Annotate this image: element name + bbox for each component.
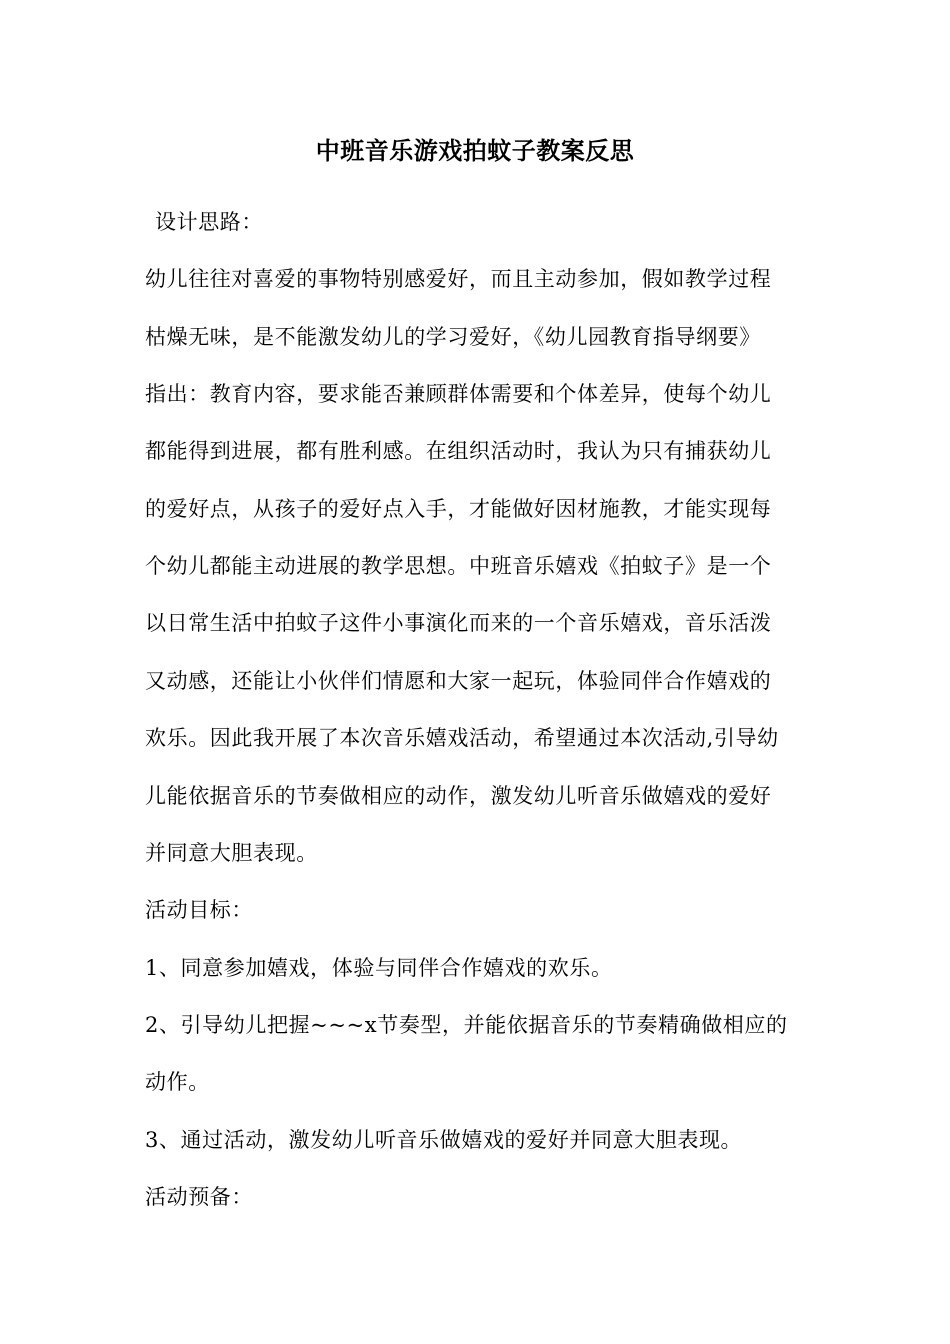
paragraph-line: 幼儿往往对喜爱的事物特别感爱好，而且主动参加，假如教学过程 xyxy=(145,267,772,291)
paragraph-line: 个幼儿都能主动进展的教学思想。中班音乐嬉戏《拍蚊子》是一个 xyxy=(145,554,772,578)
goals-heading: 活动目标： xyxy=(145,898,253,922)
paragraph-line: 儿能依据音乐的节奏做相应的动作，激发幼儿听音乐做嬉戏的爱好 xyxy=(145,784,772,808)
paragraph-line: 并同意大胆表现。 xyxy=(145,841,318,865)
paragraph-line: 都能得到进展，都有胜利感。在组织活动时，我认为只有捕获幼儿 xyxy=(145,439,772,463)
paragraph-line: 的爱好点，从孩子的爱好点入手，才能做好因材施教，才能实现每 xyxy=(145,497,772,521)
prep-heading: 活动预备： xyxy=(145,1185,253,1209)
paragraph-line: 枯燥无味，是不能激发幼儿的学习爱好，《幼儿园教育指导纲要》 xyxy=(145,325,761,349)
design-heading: 设计思路： xyxy=(155,210,263,234)
paragraph-line: 又动感，还能让小伙伴们情愿和大家一起玩，体验同伴合作嬉戏的 xyxy=(145,669,772,693)
paragraph-line: 欢乐。因此我开展了本次音乐嬉戏活动，希望通过本次活动,引导幼 xyxy=(145,726,779,750)
paragraph-line: 指出：教育内容，要求能否兼顾群体需要和个体差异，使每个幼儿 xyxy=(145,382,772,406)
goal-item-1: 1、同意参加嬉戏，体验与同伴合作嬉戏的欢乐。 xyxy=(145,956,613,980)
document-title: 中班音乐游戏拍蚊子教案反思 xyxy=(315,136,635,165)
goal-item-3: 3、通过活动，激发幼儿听音乐做嬉戏的爱好并同意大胆表现。 xyxy=(145,1128,743,1152)
paragraph-line: 以日常生活中拍蚊子这件小事演化而来的一个音乐嬉戏，音乐活泼 xyxy=(145,611,772,635)
goal-item-2-continued: 动作。 xyxy=(145,1070,210,1094)
goal-item-2: 2、引导幼儿把握~~~x节奏型，并能依据音乐的节奏精确做相应的 xyxy=(145,1013,788,1037)
